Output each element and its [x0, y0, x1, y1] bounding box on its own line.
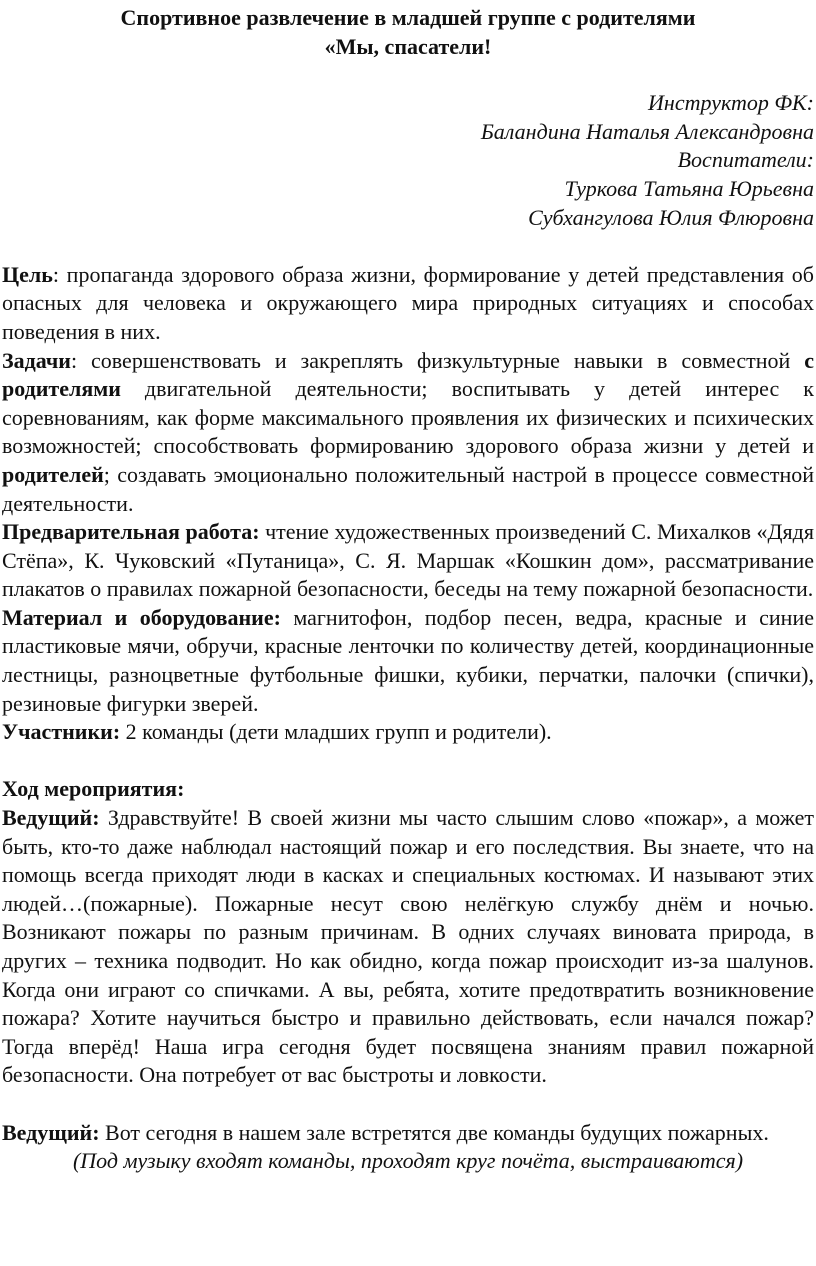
authors-block	[2, 89, 814, 232]
materials-text: магнитофон, подбор песен, ведра, красные и синие пластиковые мячи, обручи, красные ленточки по количеству детей, координационные лестницы, разноцветные футбольные фишки, кубики, перчатки, палочки (спички), резиновые фигурки зверей.	[2, 604, 814, 716]
goal-label: Цель	[2, 261, 53, 287]
document-title	[2, 4, 814, 61]
goal-paragraph	[2, 261, 814, 347]
spacer	[2, 1090, 814, 1119]
author-line: Баландина Наталья Александровна	[480, 118, 814, 144]
host-speech-text: Здравствуйте! В своей жизни мы часто слышим слово «пожар», а может быть, кто-то даже наблюдал настоящий пожар и его последствия. Вы знаете, что на помощь всегда приходят люди в касках и специальных костюмах. И называют этих людей…(пожарные). Пожарные несут свою нелёгкую службу днём и ночью. Возникают пожары по разным причинам. В одних случаях виновата природа, в других – техника подводит. Но как обидно, когда пожар происходит из-за шалунов. Когда они играют со спичками. А вы, ребята, хотите предотвратить возникновение пожара? Хотите научиться быстро и правильно действовать, если начался пожар? Тогда вперёд! Наша игра сегодня будет посвящена знаниям правил пожарной безопасности. Она потребует от вас быстроты и ловкости.	[2, 805, 814, 1088]
course-heading-text: Ход мероприятия:	[2, 776, 185, 802]
host-label-2: Ведущий:	[2, 1119, 100, 1145]
author-line: Туркова Татьяна Юрьевна	[564, 175, 814, 201]
tasks-text: : совершенствовать и закреплять физкультурные навыки в совместной	[70, 347, 805, 373]
prep-label: Предварительная работа:	[2, 519, 260, 545]
tasks-text: двигательной деятельности; воспитывать у детей интерес к соревнованиям, как форме максимального проявления их физических и психических возможностей; способствовать формированию здорового образа жизни у детей и	[2, 376, 814, 459]
participants-text: 2 команды (дети младших групп и родители).	[120, 719, 552, 745]
host-speech-paragraph-2	[2, 1119, 814, 1148]
host-label: Ведущий:	[2, 805, 100, 831]
tasks-emphasis: родителей	[2, 461, 104, 487]
host-speech-paragraph	[2, 804, 814, 1090]
tasks-text: ; создавать эмоционально положительный настрой в процессе совместной деятельности.	[2, 461, 814, 516]
course-heading	[2, 775, 814, 804]
host-speech-text-2: Вот сегодня в нашем зале встретятся две команды будущих пожарных.	[99, 1119, 769, 1145]
participants-label: Участники:	[2, 719, 121, 745]
tasks-paragraph	[2, 347, 814, 519]
tasks-label: Задачи	[2, 347, 71, 373]
author-line: Инструктор ФК:	[648, 90, 814, 116]
prep-paragraph	[2, 518, 814, 604]
materials-paragraph	[2, 604, 814, 718]
title-line-1: Спортивное развлечение в младшей группе с родителями	[120, 5, 696, 30]
spacer	[2, 232, 814, 261]
author-line: Субхангулова Юлия Флюровна	[528, 204, 814, 230]
tasks-emphasis: с родителями	[2, 347, 814, 402]
participants-paragraph	[2, 718, 814, 747]
prep-text: чтение художественных произведений С. Михалков «Дядя Стёпа», К. Чуковский «Путаница», С. Я. Маршак «Кошкин дом», рассматривание плакатов о правилах пожарной безопасности, беседы на тему пожарной безопасности.	[2, 519, 814, 602]
stage-direction: (Под музыку входят команды, проходят круг почёта, выстраиваются)	[72, 1148, 744, 1174]
materials-label: Материал и оборудование:	[2, 604, 281, 630]
author-line: Воспитатели:	[677, 147, 814, 173]
spacer	[2, 747, 814, 776]
title-line-2: «Мы, спасатели!	[324, 33, 492, 59]
goal-text: : пропаганда здорового образа жизни, формирование у детей представления об опасных для человека и окружающего мира природных ситуациях и способах поведения в них.	[2, 261, 814, 344]
